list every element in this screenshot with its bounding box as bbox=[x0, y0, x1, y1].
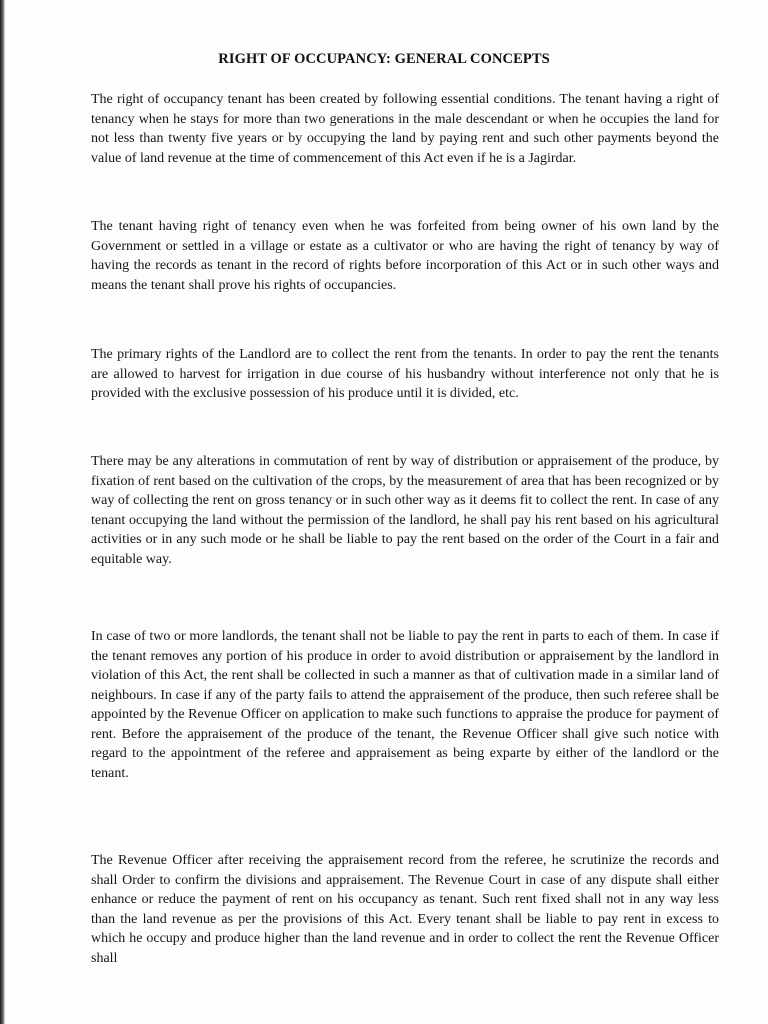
paragraph-3: The primary rights of the Landlord are to collect the rent from the tenants. In order to pay the rent the tenants are allowed to harvest for irrigation in due course of his husbandry without interference not only that he is provided with the exclusive possession of his produce until it is divided, etc. bbox=[91, 347, 719, 401]
paragraph-6: The Revenue Officer after receiving the appraisement record from the referee, he scrutinize the records and shall Order to confirm the divisions and appraisement. The Revenue Court in case of any dispute shall either enhance or reduce the payment of rent on his occupancy as tenant. Such rent fixed shall not in any way less than the land revenue as per the provisions of this Act. Every tenant shall be liable to pay rent in excess to which he occupy and produce higher than the land revenue and in order to collect the rent the Revenue Officer shall bbox=[91, 853, 719, 966]
paragraph-1: The right of occupancy tenant has been created by following essential conditions. The tenant having a right of tenancy when he stays for more than two generations in the male descendant or when he occupies the land for not less than twenty five years or by occupying the land by paying rent and such other payments beyond the value of land revenue at the time of commencement of this Act even if he is a Jagirdar. bbox=[91, 92, 719, 166]
paragraph-4: There may be any alterations in commutation of rent by way of distribution or appraisement of the produce, by fixation of rent based on the cultivation of the crops, by the measurement of area that has been recognized or by way of collecting the rent on gross tenancy or in such other way as it deems fit to collect the rent. In case of any tenant occupying the land without the permission of the landlord, he shall pay his rent based on his agricultural activities or in any such mode or he shall be liable to pay the rent based on the order of the Court in a fair and equitable way. bbox=[91, 454, 719, 567]
document-title: RIGHT OF OCCUPANCY: GENERAL CONCEPTS bbox=[218, 51, 550, 67]
page-edge-shadow bbox=[0, 0, 5, 1024]
paragraph-2: The tenant having right of tenancy even when he was forfeited from being owner of his own land by the Government or settled in a village or estate as a cultivator or who are having the right of tenancy by way of having the records as tenant in the record of rights before incorporation of this Act or in such other ways and means the tenant shall prove his rights of occupancies. bbox=[91, 219, 719, 293]
paragraph-5: In case of two or more landlords, the tenant shall not be liable to pay the rent in parts to each of them. In case if the tenant removes any portion of his produce in order to avoid distribution or appraisement by the landlord in violation of this Act, the rent shall be collected in such a manner as that of cultivation made in a similar land of neighbours. In case if any of the party fails to attend the appraisement of the produce, then such referee shall be appointed by the Revenue Officer on application to make such functions to appraise the produce for payment of rent. Before the appraisement of the produce of the tenant, the Revenue Officer shall give such notice with regard to the appointment of the referee and appraisement as being exparte by either of the landlord or the tenant. bbox=[91, 629, 719, 781]
